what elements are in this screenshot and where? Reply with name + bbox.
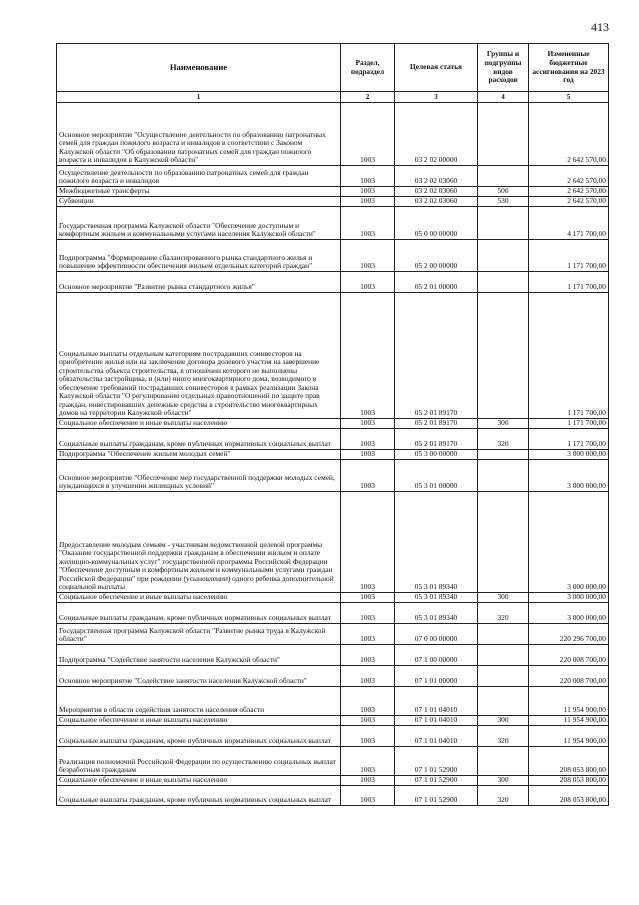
table-header-row [57, 44, 609, 92]
row-section: 1003 [341, 624, 395, 645]
row-target-code: 03 2 02 00000 [395, 103, 478, 166]
row-group [478, 624, 529, 645]
row-target-code: 03 2 02 03060 [395, 166, 478, 187]
row-group: 500 [478, 187, 529, 197]
row-group [478, 460, 529, 492]
row-section: 1003 [341, 429, 395, 450]
row-group: 300 [478, 776, 529, 786]
table-row [57, 187, 609, 197]
row-target-code: 05 3 01 89340 [395, 492, 478, 593]
table-row [57, 666, 609, 687]
row-group: 300 [478, 716, 529, 726]
row-group [478, 166, 529, 187]
column-number: 4 [478, 92, 529, 103]
table-row [57, 197, 609, 207]
row-section: 1003 [341, 207, 395, 240]
row-target-code: 05 2 01 89170 [395, 419, 478, 429]
row-section: 1003 [341, 716, 395, 726]
row-section: 1003 [341, 726, 395, 747]
row-name: Мероприятия в области содействия занятости населения области [57, 687, 341, 716]
row-section: 1003 [341, 687, 395, 716]
row-group: 300 [478, 419, 529, 429]
table-row [57, 460, 609, 492]
row-group [478, 272, 529, 293]
table-row [57, 272, 609, 293]
column-number: 2 [341, 92, 395, 103]
row-name: Предоставление молодым семьям - участникам ведомственной целевой программы "Оказание государственной поддержки гражданам в обеспечении жильем и оплате жилищно-коммунальных услуг" государственной программы Российской Федерации "Обеспечение доступным и комфортным жильем и коммунальными услугами граждан Российской Федерации" при рождении (усыновлении) одного ребенка дополнительной социальной выплаты [57, 492, 341, 593]
row-section: 1003 [341, 187, 395, 197]
row-group: 300 [478, 593, 529, 603]
table-row [57, 645, 609, 666]
row-name: Межбюджетные трансферты [57, 187, 341, 197]
page-number: 413 [591, 20, 609, 34]
row-section: 1003 [341, 593, 395, 603]
header-section: Раздел, подраздел [341, 44, 395, 92]
row-amount: 1 171 700,00 [529, 293, 609, 419]
row-amount: 2 642 570,00 [529, 166, 609, 187]
row-name: Социальные выплаты гражданам, кроме публичных нормативных социальных выплат [57, 603, 341, 624]
row-group: 320 [478, 603, 529, 624]
row-name: Социальное обеспечение и иные выплаты населению [57, 776, 341, 786]
header-name: Наименование [57, 44, 341, 92]
row-section: 1003 [341, 197, 395, 207]
table-row [57, 492, 609, 593]
budget-table [56, 43, 609, 806]
row-target-code: 05 3 01 00000 [395, 460, 478, 492]
row-name: Социальные выплаты гражданам, кроме публичных нормативных социальных выплат [57, 429, 341, 450]
row-target-code: 07 0 00 00000 [395, 624, 478, 645]
row-section: 1003 [341, 240, 395, 272]
row-amount: 1 171 700,00 [529, 272, 609, 293]
table-row [57, 166, 609, 187]
row-target-code: 05 2 01 89170 [395, 429, 478, 450]
row-amount: 208 053 800,00 [529, 776, 609, 786]
row-amount: 3 000 000,00 [529, 450, 609, 460]
table-row [57, 240, 609, 272]
row-name: Социальное обеспечение и иные выплаты населению [57, 419, 341, 429]
table-row [57, 624, 609, 645]
row-section: 1003 [341, 450, 395, 460]
header-target: Целевая статья [395, 44, 478, 92]
row-section: 1003 [341, 166, 395, 187]
row-name: Государственная программа Калужской области "Развитие рынка труда в Калужской области" [57, 624, 341, 645]
row-group: 320 [478, 429, 529, 450]
row-group: 320 [478, 726, 529, 747]
row-group: 530 [478, 197, 529, 207]
row-group [478, 207, 529, 240]
table-body [57, 103, 609, 806]
row-amount: 1 171 700,00 [529, 419, 609, 429]
row-amount: 3 000 000,00 [529, 593, 609, 603]
row-name: Социальные выплаты гражданам, кроме публичных нормативных социальных выплат [57, 786, 341, 806]
table-row [57, 603, 609, 624]
row-amount: 11 954 900,00 [529, 687, 609, 716]
row-amount: 11 954 900,00 [529, 726, 609, 747]
table-row [57, 207, 609, 240]
row-name: Подпрограмма "Обеспечение жильем молодых семей" [57, 450, 341, 460]
row-name: Государственная программа Калужской области "Обеспечение доступным и комфортным жильем и коммунальными услугами населения Калужской области" [57, 207, 341, 240]
table-row [57, 593, 609, 603]
row-group [478, 747, 529, 776]
table-row [57, 726, 609, 747]
row-name: Основное мероприятие "Осуществление деятельности по образованию патронатных семей для граждан пожилого возраста и инвалидов в соответствии с Законом Калужской области "Об образовании патронатных семей для граждан пожилого возраста и инвалидов в Калужской области" [57, 103, 341, 166]
row-group [478, 450, 529, 460]
row-section: 1003 [341, 492, 395, 593]
row-amount: 2 642 570,00 [529, 197, 609, 207]
row-amount: 220 008 700,00 [529, 666, 609, 687]
header-groups: Группы и подгруппы видов расходов [478, 44, 529, 92]
table-row [57, 747, 609, 776]
row-section: 1003 [341, 460, 395, 492]
row-target-code: 03 2 02 03060 [395, 187, 478, 197]
row-amount: 3 000 000,00 [529, 492, 609, 593]
row-name: Основное мероприятие "Обеспечение мер государственной поддержки молодых семей, нуждающихся в улучшении жилищных условий" [57, 460, 341, 492]
table-row [57, 687, 609, 716]
row-section: 1003 [341, 747, 395, 776]
row-amount: 2 642 570,00 [529, 187, 609, 197]
row-group [478, 687, 529, 716]
row-target-code: 07 1 01 00000 [395, 666, 478, 687]
row-group [478, 293, 529, 419]
row-name: Основное мероприятие "Развитие рынка стандартного жилья" [57, 272, 341, 293]
row-target-code: 07 1 01 52900 [395, 786, 478, 806]
row-name: Социальные выплаты гражданам, кроме публичных нормативных социальных выплат [57, 726, 341, 747]
row-group [478, 666, 529, 687]
table-row [57, 786, 609, 806]
row-amount: 1 171 700,00 [529, 429, 609, 450]
row-section: 1003 [341, 645, 395, 666]
column-number-row [57, 92, 609, 103]
row-section: 1003 [341, 419, 395, 429]
row-target-code: 07 1 01 04010 [395, 726, 478, 747]
row-group [478, 492, 529, 593]
table-row [57, 429, 609, 450]
row-target-code: 05 2 00 00000 [395, 240, 478, 272]
row-section: 1003 [341, 272, 395, 293]
row-section: 1003 [341, 103, 395, 166]
row-name: Реализация полномочий Российской Федерации по осуществлению социальных выплат безработным гражданам [57, 747, 341, 776]
row-amount: 3 000 000,00 [529, 603, 609, 624]
row-amount: 220 296 700,00 [529, 624, 609, 645]
table-row [57, 450, 609, 460]
row-amount: 11 954 900,00 [529, 716, 609, 726]
column-number: 1 [57, 92, 341, 103]
column-number: 3 [395, 92, 478, 103]
row-name: Подпрограмма "Содействие занятости населения Калужской области" [57, 645, 341, 666]
row-target-code: 05 2 01 89170 [395, 293, 478, 419]
row-group: 320 [478, 786, 529, 806]
row-name: Социальные выплаты отдельным категориям пострадавших соинвесторов на приобретение жилья или на заключение договора долевого участия на завершение строительства объекта строительства, в отношении которого не выполнены обязательства застройщика, и (или) иного многоквартирного дома, возводимого в обеспечение требований пострадавших соинвесторов в рамках реализации Закона Калужской области "О регулировании отдельных правоотношений по защите прав граждан, инвестировавших денежные средства в строительство многоквартирных домов на территории Калужской области" [57, 293, 341, 419]
row-group [478, 240, 529, 272]
row-target-code: 05 3 00 00000 [395, 450, 478, 460]
row-amount: 220 008 700,00 [529, 645, 609, 666]
row-group [478, 103, 529, 166]
row-group [478, 645, 529, 666]
row-name: Подпрограмма "Формирование сбалансированного рынка стандартного жилья и повышение эффективности обеспечения жильем отдельных категорий граждан" [57, 240, 341, 272]
row-name: Субвенции [57, 197, 341, 207]
row-section: 1003 [341, 603, 395, 624]
row-target-code: 05 2 01 00000 [395, 272, 478, 293]
row-name: Осуществление деятельности по образованию патронатных семей для граждан пожилого возраста и инвалидов [57, 166, 341, 187]
row-target-code: 05 3 01 89340 [395, 603, 478, 624]
row-target-code: 07 1 01 52900 [395, 747, 478, 776]
row-amount: 3 000 000,00 [529, 460, 609, 492]
row-name: Социальное обеспечение и иные выплаты населению [57, 593, 341, 603]
row-amount: 2 642 570,00 [529, 103, 609, 166]
table-row [57, 293, 609, 419]
row-target-code: 07 1 01 52900 [395, 776, 478, 786]
row-target-code: 07 1 01 04010 [395, 687, 478, 716]
header-amount: Измененные бюджетные ассигнования на 2023 год [529, 44, 609, 92]
row-target-code: 07 1 01 04010 [395, 716, 478, 726]
row-section: 1003 [341, 786, 395, 806]
row-amount: 4 171 700,00 [529, 207, 609, 240]
column-number: 5 [529, 92, 609, 103]
row-amount: 208 053 800,00 [529, 786, 609, 806]
table-row [57, 776, 609, 786]
row-section: 1003 [341, 666, 395, 687]
row-amount: 1 171 700,00 [529, 240, 609, 272]
row-target-code: 05 3 01 89340 [395, 593, 478, 603]
row-name: Социальное обеспечение и иные выплаты населению [57, 716, 341, 726]
row-target-code: 05 0 00 00000 [395, 207, 478, 240]
table-row [57, 103, 609, 166]
row-target-code: 07 1 00 00000 [395, 645, 478, 666]
row-name: Основное мероприятие "Содействие занятости населения Калужской области" [57, 666, 341, 687]
row-amount: 208 053 800,00 [529, 747, 609, 776]
row-section: 1003 [341, 293, 395, 419]
table-row [57, 419, 609, 429]
table-row [57, 716, 609, 726]
row-section: 1003 [341, 776, 395, 786]
row-target-code: 03 2 02 03060 [395, 197, 478, 207]
